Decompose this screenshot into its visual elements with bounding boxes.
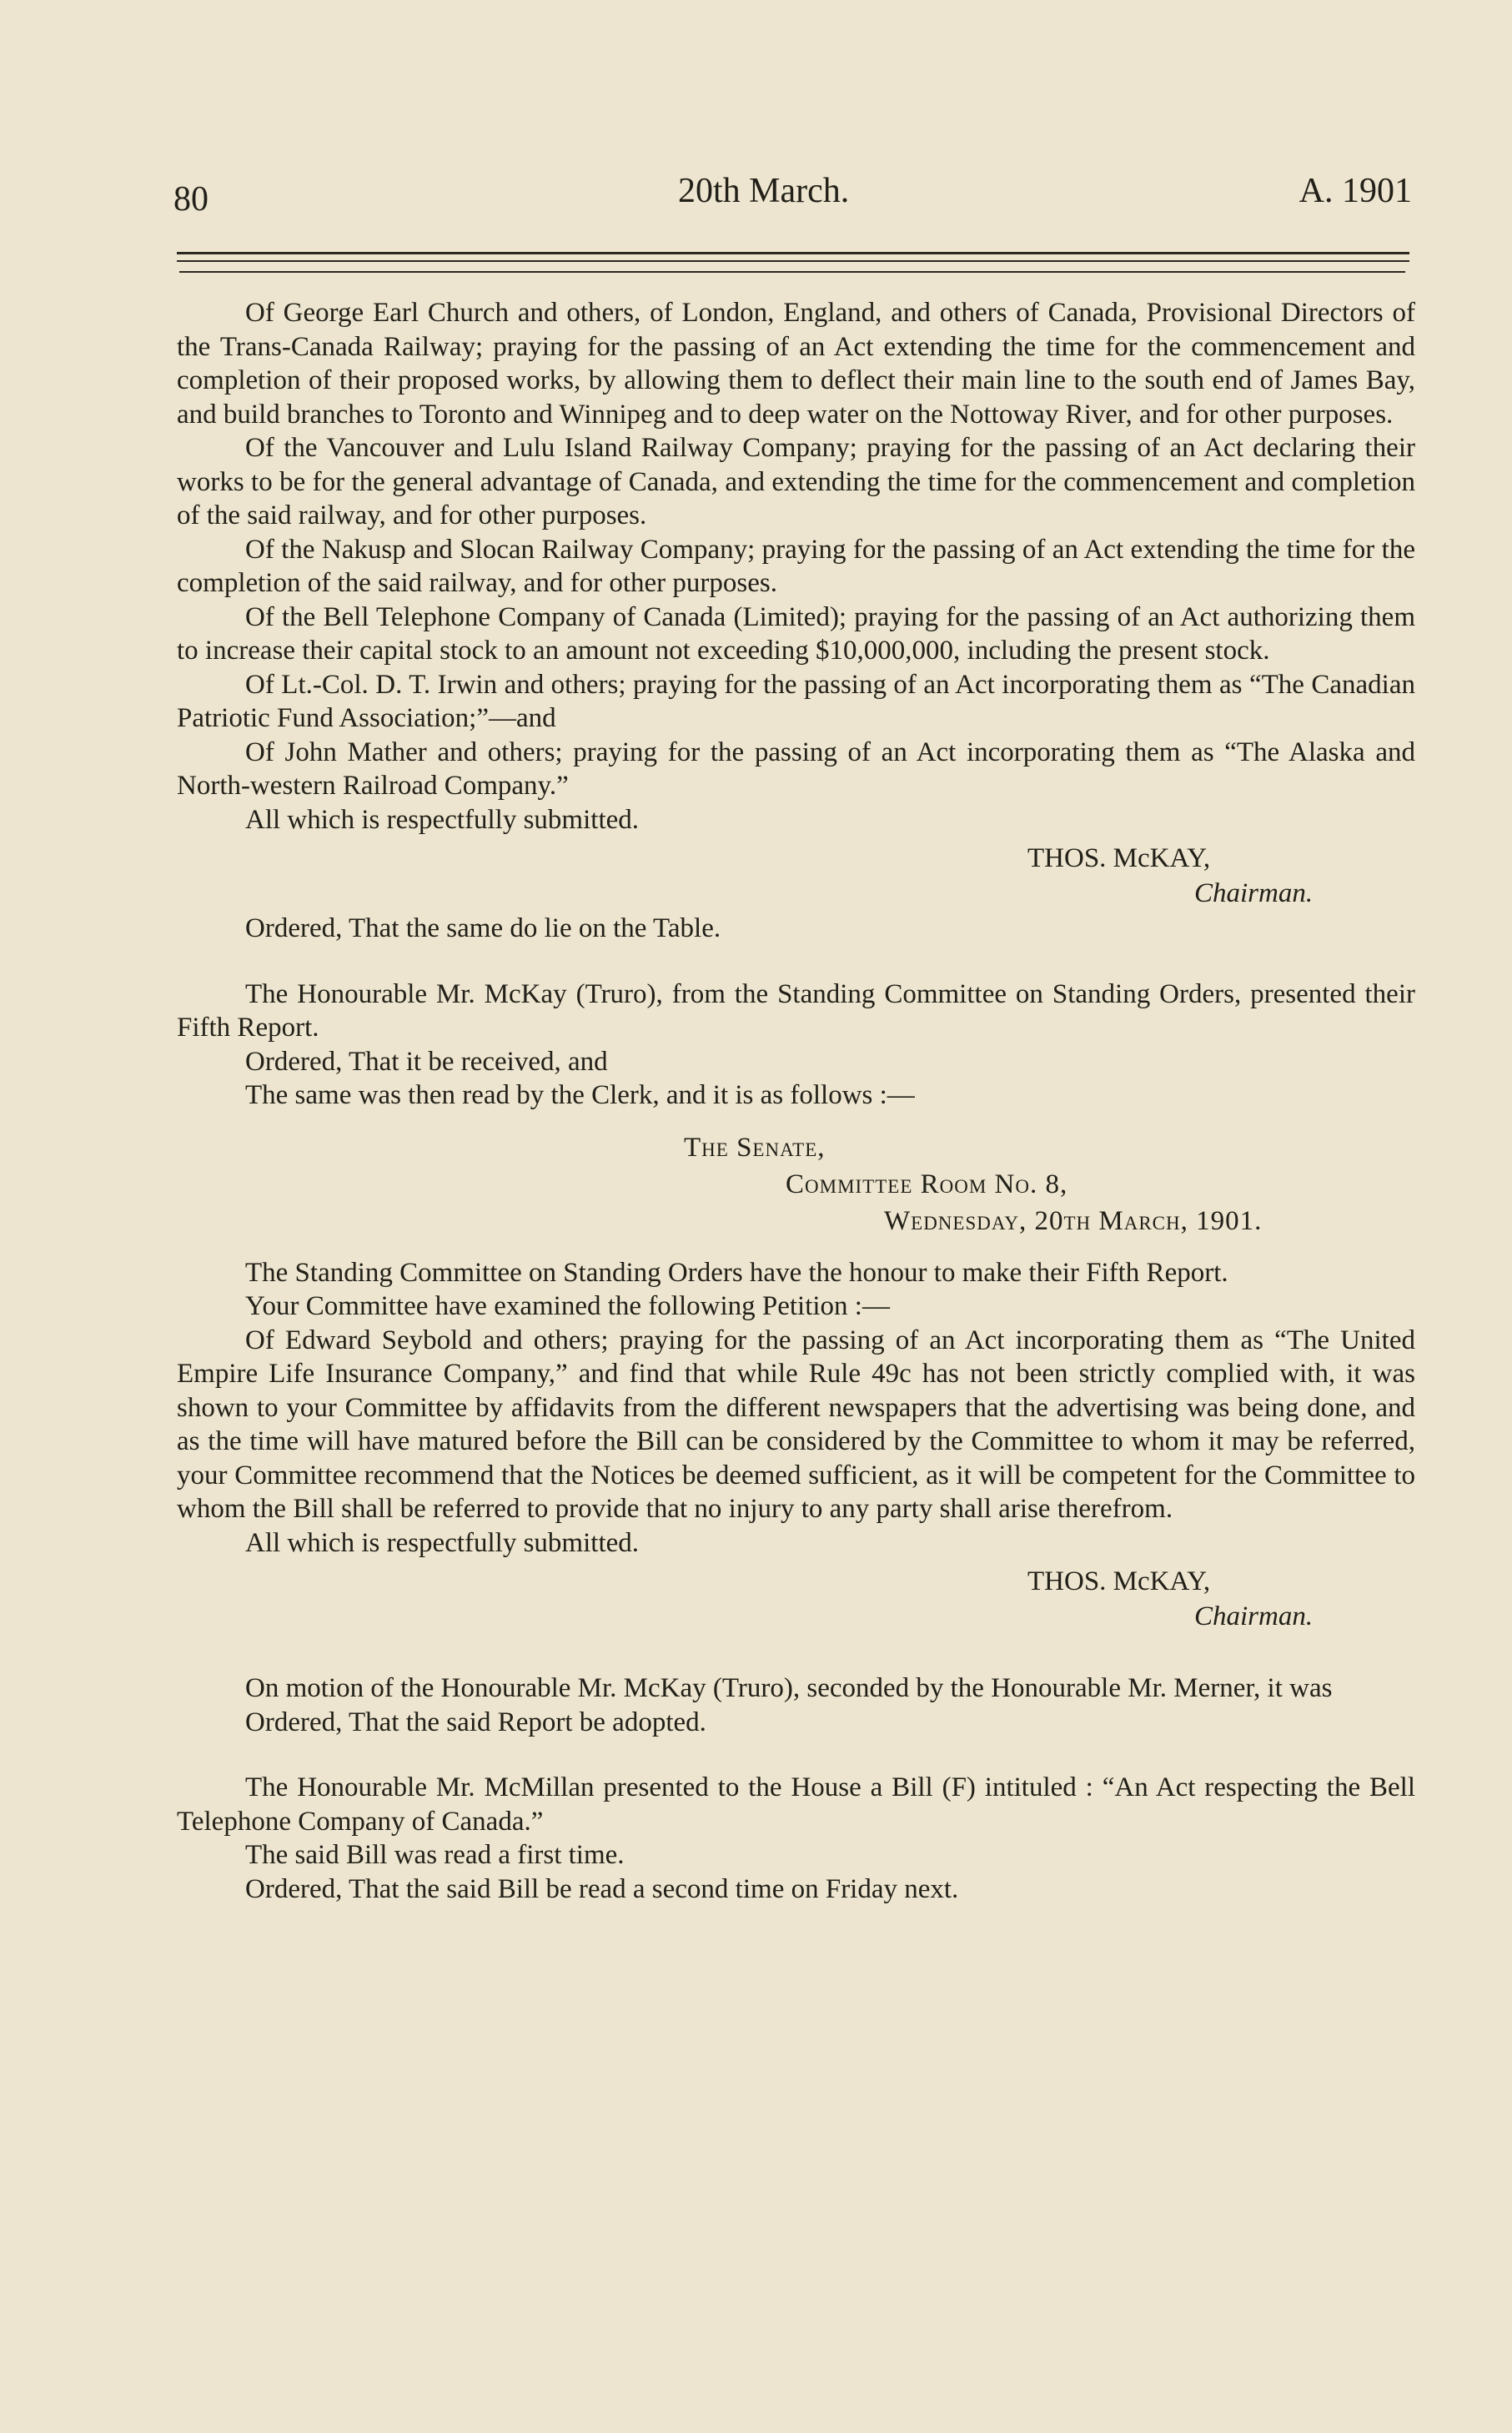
petition-2: Of the Vancouver and Lulu Island Railway Company; praying for the passing of an Act declaring their works to be for the general advantage of Canada, and extending the time for the commencement and completion of the said railway, and for other purposes. bbox=[177, 433, 1415, 530]
page-year: A. 1901 bbox=[1299, 172, 1412, 210]
page-body bbox=[177, 296, 1415, 1906]
report-paragraph-3: Of Edward Seybold and others; praying for the passing of an Act incorporating them as “The United Empire Life Insurance Company,” and find that while Rule 49c has not been strictly complied with, it was shown to your Committee by affidavits from the different newspapers that the advertising was being done, and as the time will have matured before the Bill can be considered by the Committee to whom it may be referred, your Committee recommend that the Notices be deemed sufficient, as it will be competent for the Committee to whom the Bill shall be referred to provide that no injury to any party shall arise therefrom. bbox=[177, 1325, 1415, 1524]
signature-block-1 bbox=[177, 835, 1415, 912]
header-rule-top bbox=[177, 252, 1409, 254]
report-paragraph-1: The Standing Committee on Standing Orders have the honour to make their Fifth Report. bbox=[245, 1257, 1228, 1288]
petition-5: Of Lt.-Col. D. T. Irwin and others; praying for the passing of an Act incorporating them as “The Canadian Patriotic Fund Association;”—and bbox=[177, 669, 1415, 733]
signature-name-1: THOS. McKAY, bbox=[1027, 843, 1211, 873]
signature-role-1: Chairman. bbox=[1194, 878, 1314, 908]
page-number: 80 bbox=[173, 180, 208, 219]
petition-3: Of the Nakusp and Slocan Railway Company; praying for the passing of an Act extending the time for the completion of the said railway, and for other purposes. bbox=[177, 534, 1415, 598]
header-rule-bottom bbox=[179, 271, 1405, 273]
page-date: 20th March. bbox=[678, 172, 850, 210]
motion-paragraph: On motion of the Honourable Mr. McKay (Truro), seconded by the Honourable Mr. Merner, it was bbox=[245, 1673, 1333, 1703]
report-heading bbox=[177, 1131, 1415, 1256]
signature-role-2: Chairman. bbox=[1194, 1601, 1314, 1631]
signature-block-2 bbox=[177, 1558, 1415, 1635]
bill-first-reading: The said Bill was read a first time. bbox=[245, 1840, 625, 1870]
report-paragraph-2: Your Committee have examined the following Petition :— bbox=[245, 1291, 890, 1321]
petition-1: Of George Earl Church and others, of London, England, and others of Canada, Provisional Directors of the Trans-Canada Railway; praying for the passing of an Act extending the time for the commencement and completion of their proposed works, by allowing them to deflect their main line to the south end of James Bay, and build branches to Toronto and Winnipeg and to deep water on the Nottoway River, and for other purposes. bbox=[177, 298, 1415, 430]
fifth-report-intro: The Honourable Mr. McKay (Truro), from the Standing Committee on Standing Orders, presented their Fifth Report. bbox=[177, 978, 1415, 1043]
ordered-received: Ordered, That it be received, and bbox=[245, 1046, 608, 1077]
report-heading-room: Committee Room No. 8, bbox=[786, 1169, 1068, 1199]
report-heading-date: Wednesday, 20th March, 1901. bbox=[884, 1205, 1263, 1236]
petition-4: Of the Bell Telephone Company of Canada (Limited); praying for the passing of an Act authorizing them to increase their capital stock to an amount not exceeding $10,000,000, including the present stock. bbox=[177, 601, 1415, 666]
ordered-adopted: Ordered, That the said Report be adopted. bbox=[245, 1707, 706, 1737]
submitted-statement-1: All which is respectfully submitted. bbox=[245, 804, 640, 835]
page-header bbox=[173, 171, 1412, 229]
submitted-statement-2: All which is respectfully submitted. bbox=[245, 1527, 640, 1558]
bill-second-reading: Ordered, That the said Bill be read a second time on Friday next. bbox=[245, 1873, 959, 1904]
signature-name-2: THOS. McKAY, bbox=[1027, 1566, 1211, 1596]
bill-intro: The Honourable Mr. McMillan presented to the House a Bill (F) intituled : “An Act respecting the Bell Telephone Company of Canada.” bbox=[177, 1772, 1415, 1837]
petition-6: Of John Mather and others; praying for the passing of an Act incorporating them as “The Alaska and North-western Railroad Company.” bbox=[177, 736, 1415, 801]
ordered-table: Ordered, That the same do lie on the Table. bbox=[245, 913, 721, 943]
read-by-clerk: The same was then read by the Clerk, and it is as follows :— bbox=[245, 1080, 915, 1110]
report-heading-senate: The Senate, bbox=[684, 1132, 826, 1163]
header-rule-middle bbox=[177, 260, 1409, 262]
